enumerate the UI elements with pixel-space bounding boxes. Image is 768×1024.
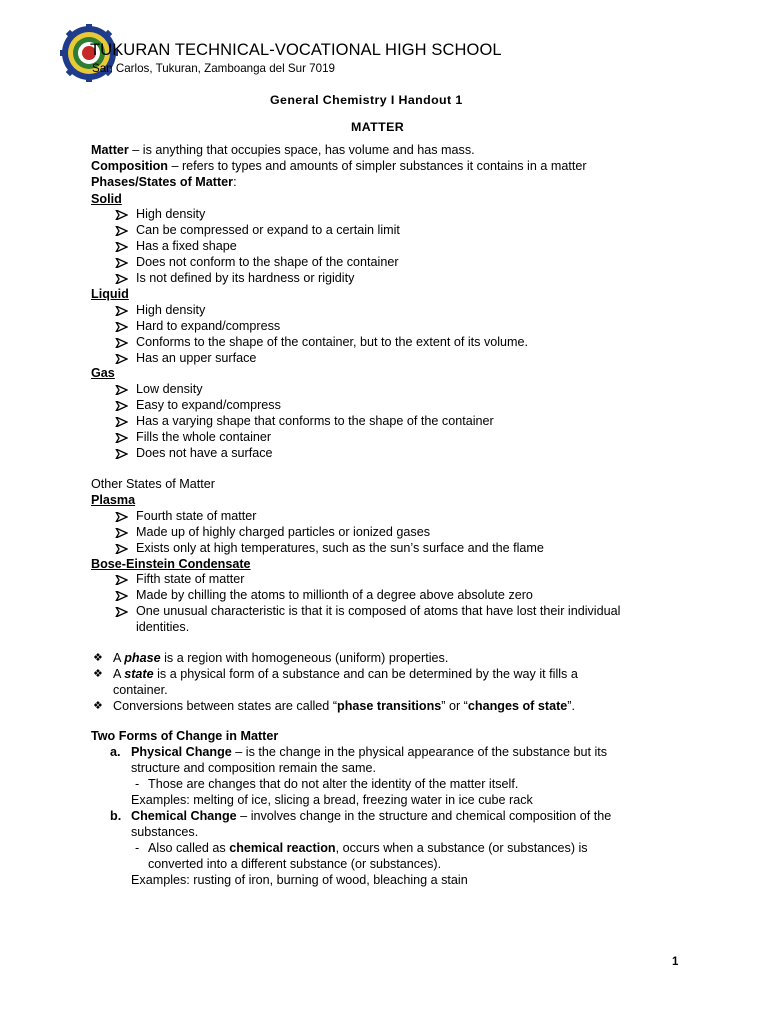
arrowhead-bullet-icon (115, 354, 128, 364)
list-item: Has a varying shape that conforms to the shape of the container (136, 414, 494, 428)
dash-marker: - (135, 841, 140, 855)
list-item: Conforms to the shape of the container, but to the extent of its volume. (136, 335, 529, 349)
arrowhead-bullet-icon (115, 544, 128, 554)
arrowhead-bullet-icon (115, 591, 128, 601)
state-note: A state is a physical form of a substance and can be determined by the way it fills a (113, 667, 578, 681)
arrowhead-bullet-icon (115, 433, 128, 443)
list-item: Low density (136, 382, 203, 396)
list-marker-a: a. (110, 745, 121, 759)
list-item: Fourth state of matter (136, 509, 257, 523)
phase-note: A phase is a region with homogeneous (uniform) properties. (113, 651, 449, 665)
arrowhead-bullet-icon (115, 607, 128, 617)
dash-marker: - (135, 777, 140, 791)
other-states-heading: Other States of Matter (91, 477, 215, 491)
school-address: San Carlos, Tukuran, Zamboanga del Sur 7019 (92, 62, 335, 75)
change-heading: Two Forms of Change in Matter (91, 729, 279, 743)
physical-change-continuation: structure and composition remain the same. (131, 761, 376, 775)
list-item: Made by chilling the atoms to millionth of a degree above absolute zero (136, 588, 533, 602)
doc-title: General Chemistry I Handout 1 (270, 93, 463, 107)
physical-change-definition: Physical Change – is the change in the physical appearance of the substance but its (131, 745, 608, 759)
arrowhead-bullet-icon (115, 528, 128, 538)
list-item: High density (136, 207, 206, 221)
bec-heading: Bose-Einstein Condensate (91, 557, 251, 571)
school-name: TUKURAN TECHNICAL-VOCATIONAL HIGH SCHOOL (90, 41, 502, 59)
composition-text: – refers to types and amounts of simpler substances it contains in a matter (167, 159, 587, 173)
arrowhead-bullet-icon (115, 242, 128, 252)
arrowhead-bullet-icon (115, 449, 128, 459)
matter-definition (91, 143, 475, 157)
phases-heading: Phases/States of Matter: (91, 175, 237, 189)
list-marker-b: b. (110, 809, 122, 823)
matter-term: Matter (91, 143, 129, 157)
arrowhead-bullet-icon (115, 417, 128, 427)
four-diamond-bullet-icon: ❖ (93, 652, 103, 664)
four-diamond-bullet-icon: ❖ (93, 668, 103, 680)
page-number: 1 (672, 956, 679, 968)
arrowhead-bullet-icon (115, 338, 128, 348)
arrowhead-bullet-icon (115, 306, 128, 316)
list-item: Hard to expand/compress (136, 319, 281, 333)
list-item: Does not have a surface (136, 446, 273, 460)
liquid-heading: Liquid (91, 287, 129, 301)
gas-heading: Gas (91, 366, 115, 380)
chemical-change-sub: Also called as chemical reaction, occurs when a substance (or substances) is (148, 841, 588, 855)
arrowhead-bullet-icon (115, 575, 128, 585)
arrowhead-bullet-icon (115, 385, 128, 395)
arrowhead-bullet-icon (115, 322, 128, 332)
solid-heading: Solid (91, 192, 122, 206)
list-item: Made up of highly charged particles or ionized gases (136, 525, 431, 539)
chemical-change-definition: Chemical Change – involves change in the structure and chemical composition of the (131, 809, 612, 823)
matter-text: – is anything that occupies space, has volume and has mass. (128, 143, 475, 157)
list-item: Exists only at high temperatures, such as the sun’s surface and the flame (136, 541, 544, 555)
list-item: Does not conform to the shape of the container (136, 255, 399, 269)
physical-change-sub: Those are changes that do not alter the identity of the matter itself. (148, 777, 519, 791)
chemical-change-continuation: substances. (131, 825, 199, 839)
list-item: Easy to expand/compress (136, 398, 281, 412)
composition-definition (91, 159, 587, 173)
list-item: Has a fixed shape (136, 239, 237, 253)
list-item: Fills the whole container (136, 430, 272, 444)
state-note-continuation: container. (113, 683, 168, 697)
plasma-heading: Plasma (91, 493, 136, 507)
arrowhead-bullet-icon (115, 258, 128, 268)
list-item: Can be compressed or expand to a certain limit (136, 223, 400, 237)
chemical-change-examples: Examples: rusting of iron, burning of wood, bleaching a stain (131, 873, 468, 887)
list-item: Is not defined by its hardness or rigidity (136, 271, 355, 285)
list-item: Fifth state of matter (136, 572, 245, 586)
composition-term: Composition (91, 159, 168, 173)
physical-change-examples: Examples: melting of ice, slicing a bread, freezing water in ice cube rack (131, 793, 533, 807)
arrowhead-bullet-icon (115, 226, 128, 236)
arrowhead-bullet-icon (115, 401, 128, 411)
arrowhead-bullet-icon (115, 210, 128, 220)
list-item: Has an upper surface (136, 351, 257, 365)
list-item-continuation: identities. (136, 620, 190, 634)
arrowhead-bullet-icon (115, 512, 128, 522)
chemical-change-sub-continuation: converted into a different substance (or substances). (148, 857, 442, 871)
list-item: High density (136, 303, 206, 317)
arrowhead-bullet-icon (115, 274, 128, 284)
list-item: One unusual characteristic is that it is composed of atoms that have lost their individual (136, 604, 621, 618)
conversion-note: Conversions between states are called “phase transitions” or “changes of state”. (113, 699, 575, 713)
doc-subtitle: MATTER (351, 120, 405, 134)
four-diamond-bullet-icon: ❖ (93, 700, 103, 712)
